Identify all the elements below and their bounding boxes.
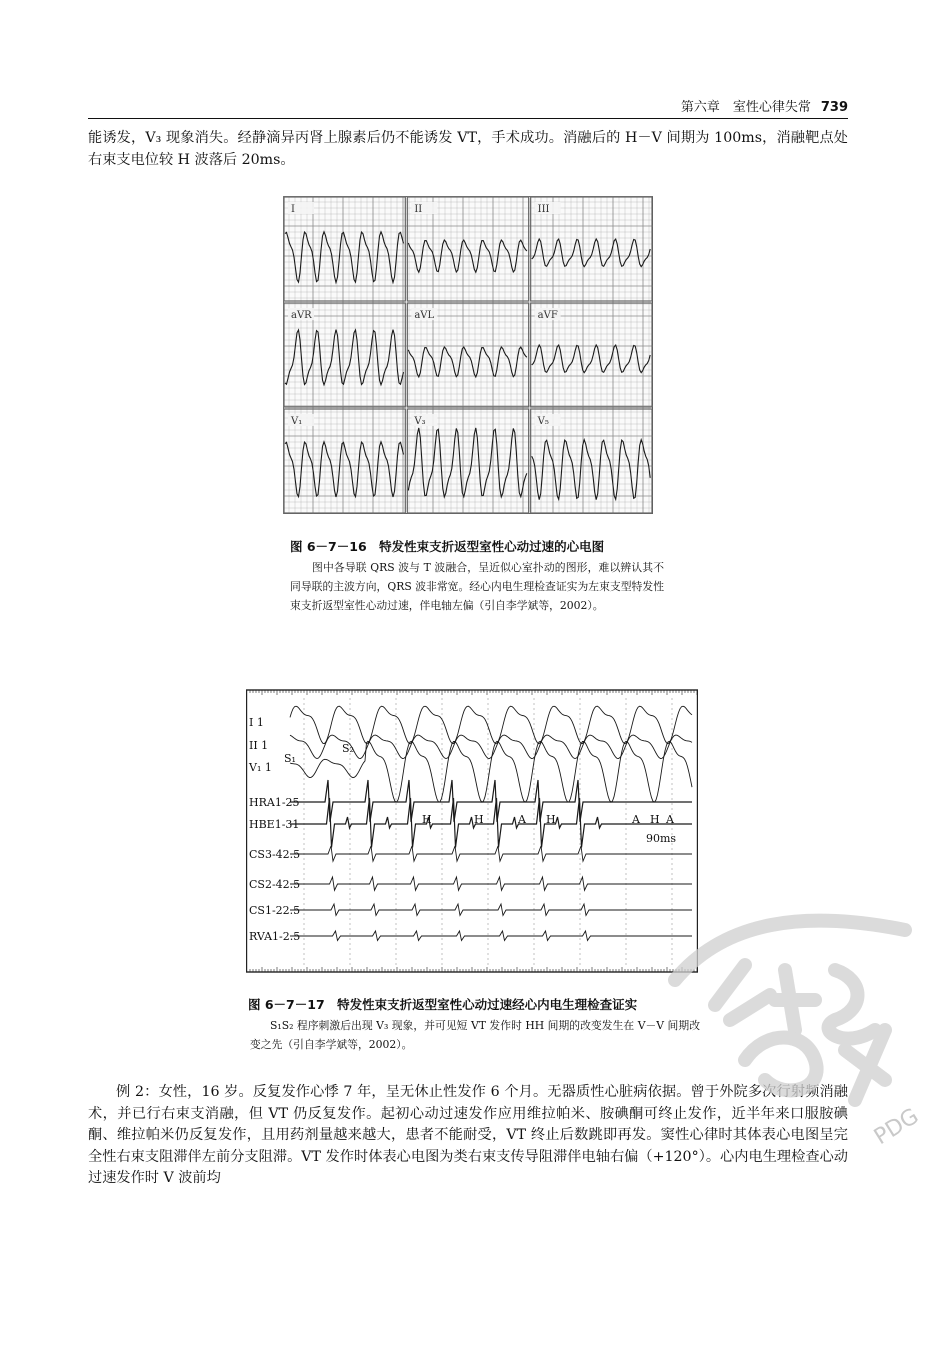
his-atrial-mark: H: [546, 813, 556, 826]
figure-2-caption-body: S₁S₂ 程序刺激后出现 V₃ 现象，并可见短 VT 发作时 HH 间期的改变发生在 V－V 间期改变之先（引自李学斌等，2002）。: [250, 1019, 700, 1051]
channel-label: I 1: [249, 716, 264, 729]
his-atrial-mark: H: [650, 813, 660, 826]
lead-label-text: I: [291, 204, 295, 215]
electrogram-figure-svg: [246, 686, 698, 976]
page-number: 739: [820, 100, 848, 115]
stimulus-label: S₁: [284, 752, 296, 765]
paragraph-1: 能诱发，V₃ 现象消失。经静滴异丙肾上腺素后仍不能诱发 VT，手术成功。消融后的 H－V 间期为 100ms，消融靶点处右束支电位较 H 波落后 20ms。: [88, 130, 848, 168]
lead-label: [411, 308, 437, 321]
figure-1-caption-title: 图 6－7－16 特发性束支折返型室性心动过速的心电图: [290, 539, 605, 554]
stimulus-label: S₂: [342, 742, 354, 755]
channel-label: RVA1-2.5: [249, 930, 301, 943]
his-atrial-mark: H: [422, 813, 432, 826]
chapter-title: 第六章 室性心律失常: [680, 100, 811, 115]
lead-label: [535, 202, 561, 215]
figure-1-caption-body: 图中各导联 QRS 波与 T 波融合，呈近似心室扑动的图形，难以辨认其不同导联的主波方向，QRS 波非常宽。经心内电生理检查证实为左束支型特发性束支折返型室性心动过速，伴电轴左偏（引自李学斌等，2002）。: [290, 561, 664, 612]
ecg-figure-svg: [283, 196, 653, 514]
interval-label: 90ms: [646, 832, 677, 845]
channel-label: HBE1-31: [249, 818, 300, 831]
his-atrial-mark: A: [518, 813, 526, 826]
channel-label: II 1: [249, 739, 269, 752]
lead-label: [535, 308, 561, 321]
his-atrial-mark: A: [632, 813, 640, 826]
lead-label: [411, 414, 437, 427]
lead-label-text: aVF: [537, 310, 558, 321]
lead-label: [288, 308, 314, 321]
channel-label: CS2-42.5: [249, 878, 301, 891]
his-atrial-mark: H: [474, 813, 484, 826]
lead-label-text: II: [414, 204, 423, 215]
svg-text:PDG: PDG: [869, 1103, 924, 1151]
lead-label-text: V₃: [414, 416, 426, 427]
figure-2-caption-title: 图 6－7－17 特发性束支折返型室性心动过速经心内电生理检查证实: [248, 997, 638, 1012]
running-header: [88, 96, 848, 119]
lead-label: [288, 414, 314, 427]
figure-electrogram: [246, 686, 698, 976]
lead-label-text: V₅: [537, 416, 549, 427]
lead-label-text: aVL: [414, 310, 435, 321]
lead-label-text: V₁: [291, 416, 303, 427]
lead-label: [411, 202, 437, 215]
lead-label: [535, 414, 561, 427]
channel-label: CS1-22.5: [249, 904, 301, 917]
lead-label-text: aVR: [291, 310, 312, 321]
channel-label: HRA1-25: [249, 796, 300, 809]
channel-label: V₁ 1: [249, 761, 272, 774]
figure-ecg: [283, 196, 653, 514]
channel-label: CS3-42.5: [249, 848, 301, 861]
lead-label-text: III: [537, 204, 550, 215]
his-atrial-mark: A: [666, 813, 674, 826]
paragraph-2: 例 2：女性，16 岁。反复发作心悸 7 年，呈无休止性发作 6 个月。无器质性心脏病依据。曾于外院多次行射频消融术，并已行右束支消融，但 VT 仍反复发作。起初心动过速发作应用维拉帕米、胺碘酮可终止发作，近半年来口服胺碘酮、维拉帕米仍反复发作，且用药剂量越来越大，患者不能耐受，VT 终止后数跳即再发。窦性心律时其体表心电图呈完全性右束支阻滞伴左前分支阻滞。VT 发作时体表心电图为类右束支传导阻滞伴电轴右偏（+120°）。心内电生理检查心动过速发作时 V 波前均: [88, 1084, 848, 1186]
lead-label: [288, 202, 314, 215]
